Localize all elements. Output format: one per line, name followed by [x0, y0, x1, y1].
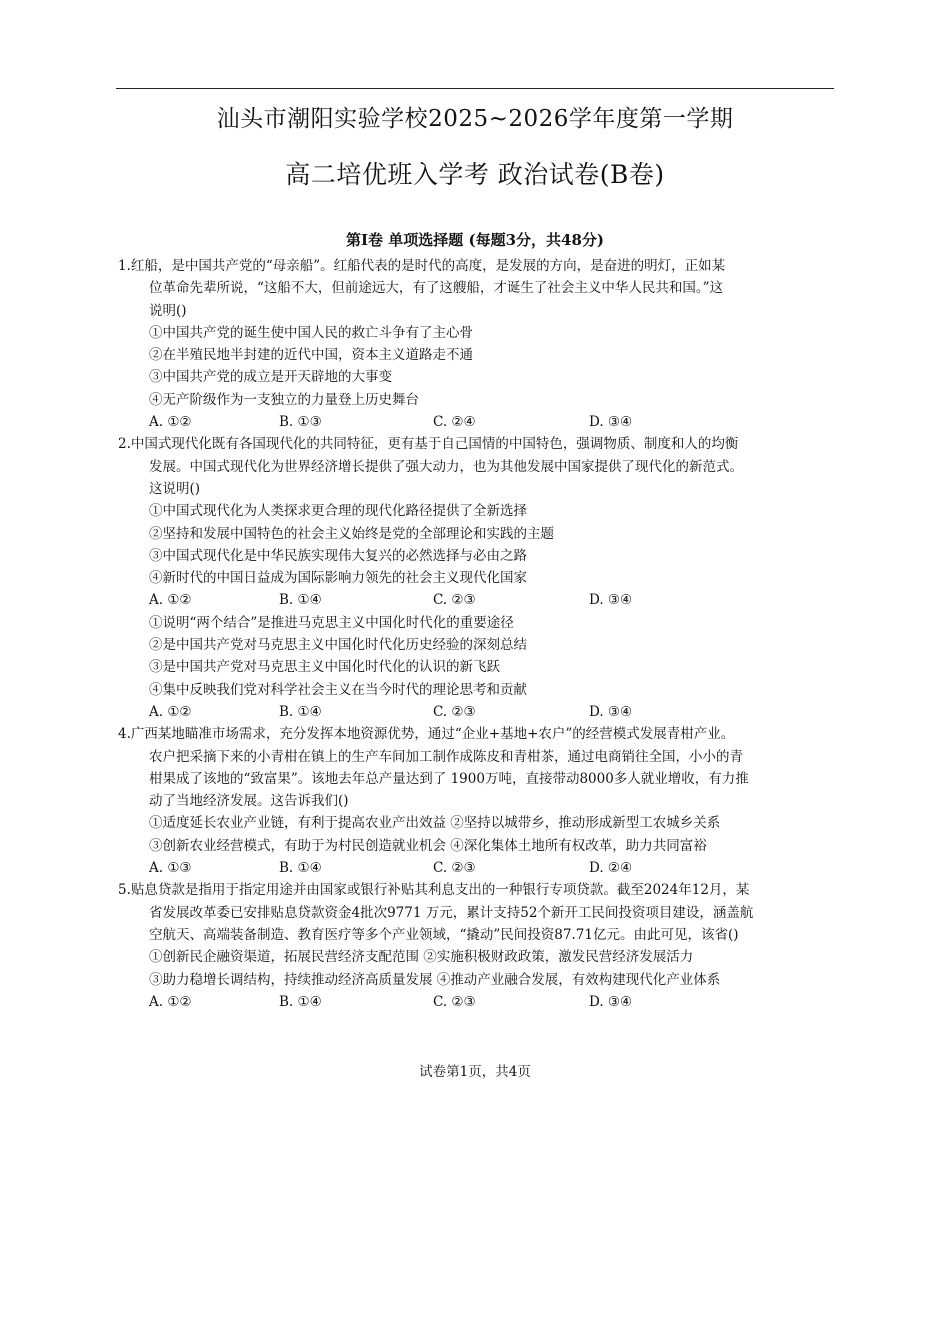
choice-b: B. ①③ — [279, 414, 322, 431]
choice-c: C. ②④ — [433, 414, 476, 431]
question-stem-line: 省发展改革委已安排贴息贷款资金4批次9771 万元，累计支持52个新开工民间投资项目建设，涵盖航 — [149, 904, 754, 921]
choice-d: D. ③④ — [589, 414, 633, 431]
question-3 — [118, 612, 838, 723]
questions-area — [118, 255, 838, 1013]
header-rule — [116, 88, 834, 89]
choice-d: D. ③④ — [589, 993, 633, 1010]
question-5 — [118, 879, 838, 1013]
question-2 — [118, 433, 838, 611]
page-footer: 试卷第1页，共4页 — [419, 1064, 531, 1080]
statement: ④无产阶级作为一支独立的力量登上历史舞台 — [149, 391, 419, 408]
choice-a: A. ①② — [149, 993, 192, 1010]
choice-a: A. ①② — [149, 703, 192, 720]
choice-d: D. ②④ — [589, 860, 633, 877]
answer-choices — [118, 589, 838, 611]
choice-c: C. ②③ — [433, 993, 476, 1010]
question-stem-line: 柑果成了该地的“致富果”。该地去年总产量达到了 1900万吨，直接带动8000多人就业增收，有力推 — [149, 770, 749, 787]
statement: ①中国式现代化为人类探求更合理的现代化路径提供了全新选择 — [149, 503, 527, 520]
exam-paper-title: 高二培优班入学考 政治试卷(B卷) — [285, 160, 665, 189]
choice-c: C. ②③ — [433, 860, 476, 877]
answer-choices — [118, 857, 838, 879]
choice-d: D. ③④ — [589, 703, 633, 720]
question-stem-line: 4.广西某地瞄准市场需求，充分发挥本地资源优势，通过“企业+基地+农户”的经营模式发展青柑产业。 — [118, 726, 735, 743]
choice-b: B. ①④ — [279, 860, 322, 877]
choice-b: B. ①④ — [279, 993, 322, 1010]
statement: ③中国式现代化是中华民族实现伟大复兴的必然选择与必由之路 — [149, 547, 527, 564]
statement: ③助力稳增长调结构，持续推动经济高质量发展 ④推动产业融合发展，有效构建现代化产业体系 — [149, 971, 721, 988]
question-stem-line: 1.红船，是中国共产党的“母亲船”。红船代表的是时代的高度，是发展的方向，是奋进的明灯，正如某 — [118, 258, 726, 274]
question-stem-line: 动了当地经济发展。这告诉我们() — [149, 793, 349, 810]
choice-a: A. ①② — [149, 592, 192, 609]
statement: ①说明“两个结合”是推进马克思主义中国化时代化的重要途径 — [149, 614, 514, 631]
statement: ①适度延长农业产业链，有利于提高农业产出效益 ②坚持以城带乡，推动形成新型工农城乡关系 — [149, 815, 721, 832]
statement: ④集中反映我们党对科学社会主义在当今时代的理论思考和贡献 — [149, 681, 527, 698]
section-title: 第Ⅰ卷 单项选择题 (每题3分，共48分) — [346, 231, 604, 249]
statement: ②在半殖民地半封建的近代中国，资本主义道路走不通 — [149, 347, 473, 364]
question-stem-line: 说明() — [149, 302, 187, 319]
statement: ③创新农业经营模式，有助于为村民创造就业机会 ④深化集体土地所有权改革，助力共同富裕 — [149, 837, 707, 854]
question-stem-line: 发展。中国式现代化为世界经济增长提供了强大动力，也为其他发展中国家提供了现代化的新范式。 — [149, 458, 743, 475]
question-stem-line: 农户把采摘下来的小青柑在镇上的生产车间加工制作成陈皮和青柑茶，通过电商销往全国，小小的青 — [149, 748, 743, 765]
choice-a: A. ①③ — [149, 860, 192, 877]
question-stem-line: 位革命先辈所说，“这船不大，但前途远大，有了这艘船，才诞生了社会主义中华人民共和国。”这 — [149, 280, 724, 297]
statement: ④新时代的中国日益成为国际影响力领先的社会主义现代化国家 — [149, 570, 527, 587]
statement: ①中国共产党的诞生使中国人民的救亡斗争有了主心骨 — [149, 324, 473, 341]
question-stem-line: 5.贴息贷款是指用于指定用途并由国家或银行补贴其利息支出的一种银行专项贷款。截至2024年12月，某 — [118, 882, 750, 899]
exam-school-title: 汕头市潮阳实验学校2025~2026学年度第一学期 — [216, 106, 734, 132]
question-stem-line: 这说明() — [149, 480, 201, 497]
answer-choices — [118, 701, 838, 723]
choice-c: C. ②③ — [433, 703, 476, 720]
choice-c: C. ②③ — [433, 592, 476, 609]
answer-choices — [118, 991, 838, 1013]
statement: ①创新民企融资渠道，拓展民营经济支配范围 ②实施积极财政政策，激发民营经济发展活力 — [149, 949, 694, 966]
choice-a: A. ①② — [149, 414, 192, 431]
question-4 — [118, 723, 838, 879]
statement: ③是中国共产党对马克思主义中国化时代化的认识的新飞跃 — [149, 659, 500, 676]
question-stem-line: 2.中国式现代化既有各国现代化的共同特征，更有基于自己国情的中国特色，强调物质、制度和人的均衡 — [118, 436, 739, 453]
choice-b: B. ①④ — [279, 592, 322, 609]
statement: ③中国共产党的成立是开天辟地的大事变 — [149, 369, 392, 386]
choice-d: D. ③④ — [589, 592, 633, 609]
statement: ②坚持和发展中国特色的社会主义始终是党的全部理论和实践的主题 — [149, 525, 554, 542]
choice-b: B. ①④ — [279, 703, 322, 720]
question-1 — [118, 255, 838, 433]
question-stem-line: 空航天、高端装备制造、教育医疗等多个产业领域，“撬动”民间投资87.71亿元。由此可见，该省() — [149, 926, 739, 943]
statement: ②是中国共产党对马克思主义中国化时代化历史经验的深刻总结 — [149, 637, 527, 654]
answer-choices — [118, 411, 838, 433]
